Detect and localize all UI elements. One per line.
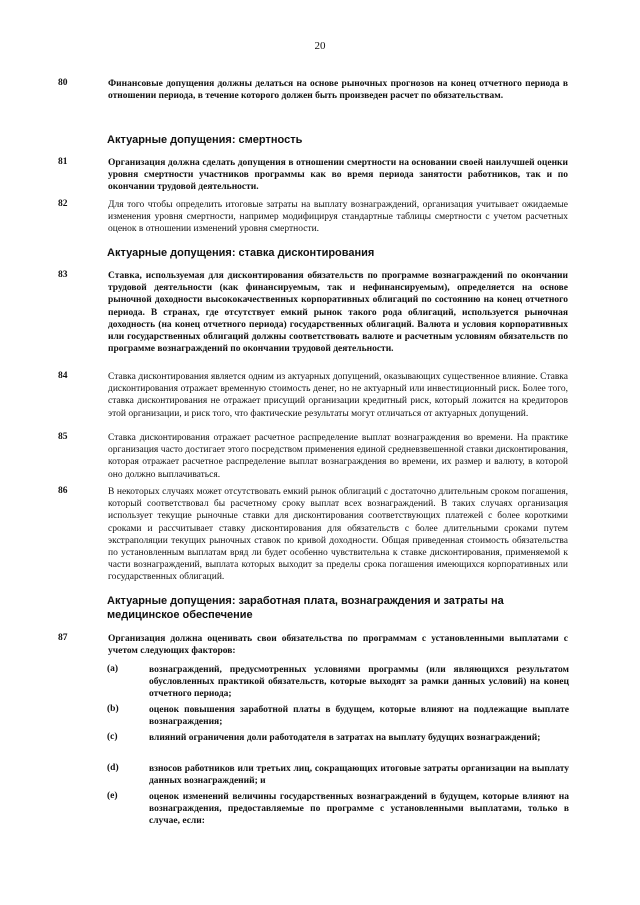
list-item-a (107, 664, 569, 701)
paragraph-number: 84 (58, 371, 68, 381)
paragraph-80 (58, 78, 568, 102)
paragraph-83 (58, 270, 568, 355)
list-item-text: взносов работников или третьих лиц, сокращающих итоговые затраты организации на выплату данных вознаграждений; и (149, 764, 569, 787)
paragraph-text: Ставка, используемая для дисконтирования обязательств по программе вознаграждений по окончании трудовой деятельности (как финансируемым, так и нефинансируемым), определяется на основе рыночной доходности высококачественных корпоративных облигаций по состоянию на конец отчетного периода. В странах, где отсутствует емкий рынок такого рода облигаций, используется рыночная доходность (на конец отчетного периода) государственных облигаций. Валюта и условия корпоративных или государственных облигаций должны соответствовать валюте и расчетным условиям обязательств по программе вознаграждений по окончании трудовой деятельности. (108, 271, 568, 355)
list-item-label: (e) (107, 791, 118, 801)
paragraph-87 (58, 633, 568, 657)
paragraph-85 (58, 432, 568, 481)
paragraph-text: Финансовые допущения должны делаться на основе рыночных прогнозов на конец отчетного периода в отношении периода, в течение которого должен быть произведен расчет по обязательствам. (108, 79, 568, 102)
paragraph-text: В некоторых случаях может отсутствовать емкий рынок облигаций с достаточно длительным сроком погашения, который соответствовал бы расчетному сроку выплат всех вознаграждений. В таких случаях организация использует текущие рыночные ставки для дисконтирования соответствующих платежей с более короткими сроками и рассчитывает ставку дисконтирования для обязательств с более длительными сроками путем экстраполяции текущих рыночных ставок по кривой доходности. Общая приведенная стоимость обязательства по установленным выплатам вряд ли будет особенно чувствительна к ставке дисконтирования, применяемой к части вознаграждений, выплата которых выходит за пределы срока погашения имеющихся корпоративных или государственных облигаций. (108, 487, 568, 583)
list-item-text: оценок изменений величины государственных вознаграждений в будущем, которые влияют на вознаграждения, предоставляемые по программе с установленными выплатами, только в случае, если: (149, 792, 569, 827)
list-item-c (107, 732, 569, 744)
paragraph-text: Организация должна оценивать свои обязательства по программам с установленными выплатами с учетом следующих факторов: (108, 634, 568, 657)
list-item-label: (c) (107, 732, 118, 742)
list-item-text: влияний ограничения доли работодателя в затратах на выплату будущих вознаграждений; (149, 733, 541, 743)
paragraph-81 (58, 157, 568, 194)
list-item-text: оценок повышения заработной платы в будущем, которые влияют на подлежащие выплате вознаграждения; (149, 705, 569, 728)
paragraph-number: 82 (58, 199, 68, 209)
paragraph-text: Ставка дисконтирования является одним из актуарных допущений, оказывающих существенное влияние. Ставка дисконтирования отражает временную стоимость денег, но не актуарный или инвестиционный риск. Более того, ставка дисконтирования не отражает присущий организации кредитный риск, который ложится на кредиторов этой организации, и риск того, что фактические результаты могут отличаться от актуарных допущений. (108, 372, 568, 419)
section-heading-salaries: Актуарные допущения: заработная плата, вознаграждения и затраты на медицинское обеспечение (107, 595, 504, 621)
paragraph-text: Ставка дисконтирования отражает расчетное распределение выплат вознаграждения во времени. На практике организация часто достигает этого посредством применения единой средневзвешенной ставки дисконтирования, которая отражает расчетное распределение выплат вознаграждения во времени, их размер и валюту, в которой оно должно выплачиваться. (108, 433, 568, 480)
paragraph-82 (58, 199, 568, 236)
paragraph-86 (58, 486, 568, 584)
paragraph-number: 83 (58, 270, 68, 280)
list-item-e (107, 791, 569, 828)
list-item-label: (d) (107, 763, 119, 773)
paragraph-text: Организация должна сделать допущения в отношении смертности на основании своей наилучшей оценки уровня смертности участников программы как во время периода занятости работников, так и по окончании трудовой деятельности. (108, 158, 568, 193)
section-heading-mortality: Актуарные допущения: смертность (107, 134, 303, 146)
paragraph-number: 87 (58, 633, 68, 643)
list-item-label: (b) (107, 704, 119, 714)
list-item-text: вознаграждений, предусмотренных условиями программы (или являющихся результатом обусловленных практикой обязательств, которые выходят за рамки данных условий) на конец отчетного периода; (149, 665, 569, 700)
paragraph-number: 85 (58, 432, 68, 442)
paragraph-number: 80 (58, 78, 68, 88)
paragraph-text: Для того чтобы определить итоговые затраты на выплату вознаграждений, организация учитывает ожидаемые изменения уровня смертности, например модифицируя стандартные таблицы смертности с учетом расчетных оценок в отношении изменений уровня смертности. (108, 200, 568, 235)
list-item-label: (a) (107, 664, 119, 674)
paragraph-84 (58, 371, 568, 420)
section-heading-discount-rate: Актуарные допущения: ставка дисконтирования (107, 247, 375, 259)
paragraph-number: 81 (58, 157, 68, 167)
page-number: 20 (314, 40, 326, 52)
list-item-b (107, 704, 569, 728)
list-item-d (107, 763, 569, 787)
paragraph-number: 86 (58, 486, 68, 496)
